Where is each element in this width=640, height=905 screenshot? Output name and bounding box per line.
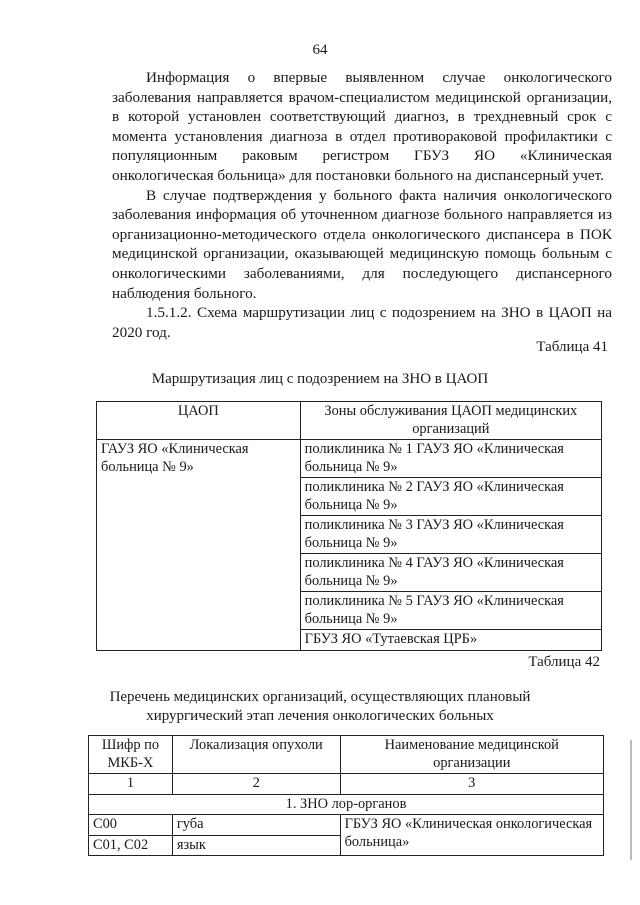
- paragraph: В случае подтверждения у больного факта наличия онкологического заболевания информация об уточненном диагнозе больного направляется из организационно-методического отдела онкологического диспансера в ПОК медицинской организации, оказывающей медицинскую помощь больным с онкологическими заболеваниями, для последующего диспансерного наблюдения больного.: [112, 186, 612, 302]
- zone-cell: поликлиника № 2 ГАУЗ ЯО «Клиническая больница № 9»: [300, 478, 601, 516]
- header-cell: Локализация опухоли: [172, 736, 340, 774]
- header-cell: ЦАОП: [97, 402, 301, 440]
- header-cell: Зоны обслуживания ЦАОП медицинских организаций: [300, 402, 601, 440]
- zone-cell: поликлиника № 4 ГАУЗ ЯО «Клиническая больница № 9»: [300, 554, 601, 592]
- column-number: 1: [89, 774, 173, 795]
- section-title: 1. ЗНО лор-органов: [89, 794, 604, 815]
- table-header-row: [97, 402, 602, 440]
- table-41-title: Маршрутизация лиц с подозрением на ЗНО в ЦАОП: [151, 371, 489, 387]
- paragraph: Информация о впервые выявленном случае онкологического заболевания направляется врачом-специалистом медицинской организации, в которой установлен соответствующий диагноз, в трехдневный срок с момента установления диагноза в отдел противораковой профилактики с популяционным раковым регистром ГБУЗ ЯО «Клиническая онкологическая больница» для постановки больного на диспансерный учет.: [112, 69, 612, 184]
- table-42-caption: Таблица 42: [528, 654, 600, 670]
- table-42-title-line1: Перечень медицинских организаций, осуществляющих плановый: [109, 689, 531, 705]
- organization-cell: ГБУЗ ЯО «Клиническая онкологическая больница»: [340, 815, 603, 856]
- caop-cell: ГАУЗ ЯО «Клиническая больница № 9»: [97, 440, 301, 651]
- page-number: 64: [312, 42, 328, 58]
- zone-cell: поликлиника № 5 ГАУЗ ЯО «Клиническая больница № 9»: [300, 592, 601, 630]
- header-cell: Шифр по МКБ-Х: [89, 736, 173, 774]
- column-number-row: [89, 774, 604, 795]
- table-42: [88, 735, 604, 856]
- scan-edge-mark: [630, 740, 632, 860]
- column-number: 2: [172, 774, 340, 795]
- table-41-caption: Таблица 41: [536, 339, 608, 355]
- section-row: [89, 794, 604, 815]
- icd-code-cell: С00: [89, 815, 173, 836]
- table-41: [96, 401, 602, 651]
- header-cell: Наименование медицинской организации: [340, 736, 603, 774]
- section-heading: 1.5.1.2. Схема маршрутизации лиц с подозрением на ЗНО в ЦАОП на 2020 год.: [112, 304, 612, 341]
- table-42-title-line2: хирургический этап лечения онкологических больных: [146, 708, 494, 724]
- localization-cell: язык: [172, 835, 340, 856]
- icd-code-cell: С01, С02: [89, 835, 173, 856]
- column-number: 3: [340, 774, 603, 795]
- localization-cell: губа: [172, 815, 340, 836]
- zone-cell: поликлиника № 3 ГАУЗ ЯО «Клиническая больница № 9»: [300, 516, 601, 554]
- table-row: [89, 815, 604, 836]
- body-text: [112, 68, 612, 342]
- zone-cell: ГБУЗ ЯО «Тутаевская ЦРБ»: [300, 630, 601, 651]
- zone-cell: поликлиника № 1 ГАУЗ ЯО «Клиническая больница № 9»: [300, 440, 601, 478]
- table-row: [97, 440, 602, 478]
- table-header-row: [89, 736, 604, 774]
